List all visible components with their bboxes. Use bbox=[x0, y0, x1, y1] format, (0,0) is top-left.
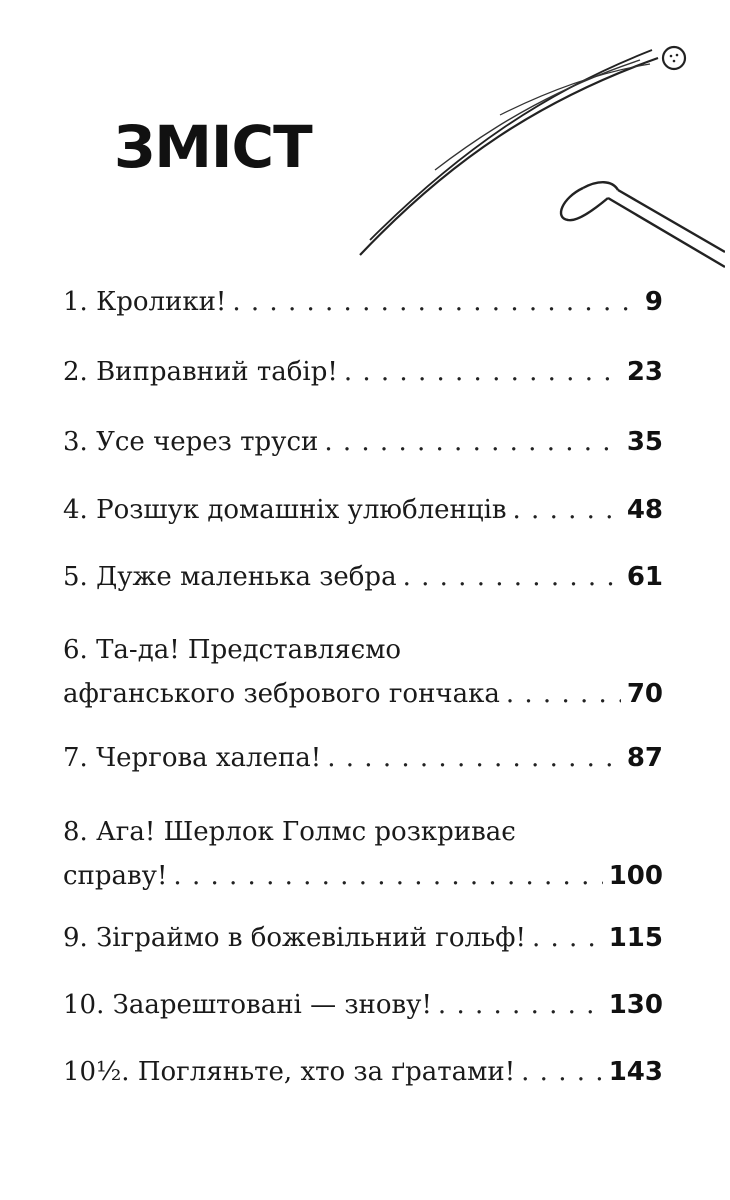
golf-club-icon bbox=[561, 182, 725, 267]
toc-entry[interactable] bbox=[63, 488, 663, 532]
swing-trail-line bbox=[360, 58, 658, 255]
toc-entry[interactable] bbox=[63, 420, 663, 464]
toc-entry-title: 9. Зіграймо в божевільний гольф! bbox=[63, 923, 526, 953]
toc-entry[interactable] bbox=[63, 916, 663, 960]
swing-trail-line bbox=[370, 50, 652, 240]
toc-entry[interactable] bbox=[63, 810, 663, 898]
toc-page-number: 130 bbox=[608, 990, 663, 1020]
toc-entry[interactable] bbox=[63, 983, 663, 1027]
toc-entry-title: 5. Дуже маленька зебра bbox=[63, 562, 397, 592]
toc-entry-line bbox=[63, 672, 663, 716]
leader-dots bbox=[521, 1050, 603, 1094]
toc-entry-title-continued: справу! bbox=[63, 861, 168, 891]
leader-dots bbox=[324, 420, 620, 464]
toc-entry[interactable] bbox=[63, 736, 663, 780]
toc-entry-title: 10. Заарештовані — знову! bbox=[63, 990, 432, 1020]
toc-entry[interactable] bbox=[63, 280, 663, 324]
leader-dots bbox=[532, 916, 603, 960]
toc-entry-line bbox=[63, 854, 663, 898]
toc-page-number: 87 bbox=[626, 743, 663, 773]
leader-dots bbox=[327, 736, 621, 780]
toc-entry-line bbox=[63, 350, 663, 394]
leader-dots bbox=[438, 983, 603, 1027]
golf-club-swing-illustration bbox=[340, 30, 725, 275]
toc-entry-title: 7. Чергова халепа! bbox=[63, 743, 322, 773]
toc-entry-line bbox=[63, 1050, 663, 1094]
toc-page-number: 23 bbox=[626, 357, 663, 387]
toc-entry[interactable] bbox=[63, 555, 663, 599]
leader-dots bbox=[506, 672, 621, 716]
toc-entry-title: 3. Усе через труси bbox=[63, 427, 319, 457]
toc-entry-title: 1. Кролики! bbox=[63, 287, 227, 317]
toc-page-number: 35 bbox=[626, 427, 663, 457]
toc-entry-title: 2. Виправний табір! bbox=[63, 357, 338, 387]
toc-entry[interactable] bbox=[63, 350, 663, 394]
toc-entry-line bbox=[63, 983, 663, 1027]
toc-entry[interactable] bbox=[63, 628, 663, 716]
leader-dots bbox=[513, 488, 621, 532]
toc-page-number: 115 bbox=[608, 923, 663, 953]
toc-entry-line bbox=[63, 280, 663, 324]
toc-entry-title: 6. Та-да! Представляємо bbox=[63, 635, 402, 665]
toc-page-number: 143 bbox=[608, 1057, 663, 1087]
toc-entry-line bbox=[63, 810, 663, 854]
toc-entry-line bbox=[63, 736, 663, 780]
leader-dots bbox=[344, 350, 621, 394]
toc-page-number: 48 bbox=[626, 495, 663, 525]
toc-entry-line bbox=[63, 916, 663, 960]
toc-entry-title: 10½. Погляньте, хто за ґратами! bbox=[63, 1057, 516, 1087]
toc-entry-title-continued: афганського зебрового гончака bbox=[63, 679, 500, 709]
toc-page-number: 9 bbox=[644, 287, 663, 317]
toc-entry-line bbox=[63, 488, 663, 532]
swing-trail-line bbox=[500, 64, 650, 115]
toc-page-number: 100 bbox=[608, 861, 663, 891]
toc-entry-title: 4. Розшук домашніх улюбленців bbox=[63, 495, 507, 525]
toc-entry[interactable] bbox=[63, 1050, 663, 1094]
golf-ball-icon bbox=[663, 47, 685, 69]
toc-page-number: 61 bbox=[626, 562, 663, 592]
toc-entry-title: 8. Ага! Шерлок Голмс розкриває bbox=[63, 817, 516, 847]
leader-dots bbox=[173, 854, 602, 898]
toc-page-number: 70 bbox=[626, 679, 663, 709]
page-title: ЗМІСТ bbox=[114, 113, 312, 181]
toc-entry-line bbox=[63, 628, 663, 672]
toc-entry-line bbox=[63, 555, 663, 599]
toc-entry-line bbox=[63, 420, 663, 464]
leader-dots bbox=[232, 280, 639, 324]
leader-dots bbox=[403, 555, 621, 599]
